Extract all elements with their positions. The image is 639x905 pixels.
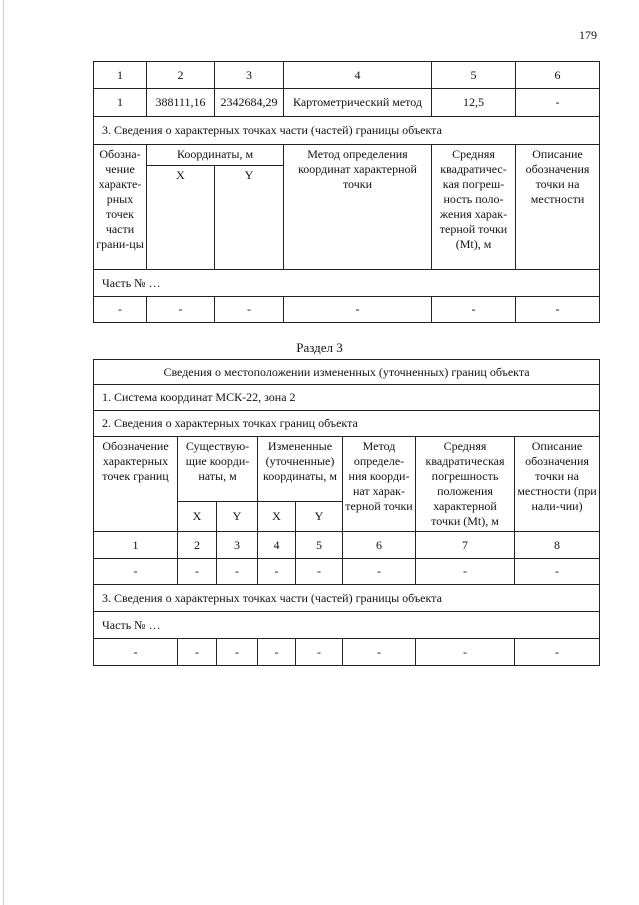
table-cell: - <box>343 559 416 585</box>
part-label: Часть № … <box>94 270 600 297</box>
part-label: Часть № … <box>94 612 600 639</box>
table-cell: - <box>215 297 284 323</box>
column-header-existing: Существую-щие коорди-наты, м <box>178 437 258 502</box>
table-cell: 2 <box>147 62 215 89</box>
table-cell: - <box>515 639 600 666</box>
column-header-x: X <box>258 502 296 532</box>
column-header-description: Описание обозначения точки на местности <box>516 145 600 270</box>
section-title: Раздел 3 <box>296 340 343 355</box>
table-cell: 1 <box>94 89 147 117</box>
table-row <box>94 585 600 612</box>
column-header-y: Y <box>217 502 258 532</box>
table-cell: 4 <box>284 62 432 89</box>
table-cell: - <box>258 559 296 585</box>
table-cell: - <box>432 297 516 323</box>
scan-edge-line <box>3 0 4 905</box>
table-cell: 2342684,29 <box>215 89 284 117</box>
points-table-part1 <box>93 61 600 323</box>
table-row <box>94 532 600 559</box>
table-cell: - <box>147 297 215 323</box>
section-heading: 3. Сведения о характерных точках части (частей) границы объекта <box>94 117 600 145</box>
table-cell: 6 <box>516 62 600 89</box>
table-cell: - <box>284 297 432 323</box>
table-row <box>94 385 600 411</box>
coordinate-system-row: 1. Система координат МСК-22, зона 2 <box>94 385 600 411</box>
table-row <box>94 145 600 166</box>
table-cell: - <box>217 639 258 666</box>
table-cell: 1 <box>94 62 147 89</box>
table-cell: 8 <box>515 532 600 559</box>
table-cell: 1 <box>94 532 178 559</box>
section-heading: 3. Сведения о характерных точках части (частей) границы объекта <box>94 585 600 612</box>
table-cell: 6 <box>343 532 416 559</box>
table-cell: - <box>515 559 600 585</box>
column-header-x: X <box>178 502 217 532</box>
table-cell: 2 <box>178 532 217 559</box>
column-header-error: Средняя квадратичес-кая погреш-ность поло-жения харак-терной точки (Mt), м <box>432 145 516 270</box>
table-cell: - <box>416 639 515 666</box>
table-cell: 3 <box>217 532 258 559</box>
table-cell: - <box>258 639 296 666</box>
table-cell: 3 <box>215 62 284 89</box>
table-cell: - <box>516 89 600 117</box>
section-heading: 2. Сведения о характерных точках границ объекта <box>94 411 600 437</box>
table-row <box>94 612 600 639</box>
table-title: Сведения о местоположении измененных (уточненных) границ объекта <box>94 360 600 385</box>
table-cell: 388111,16 <box>147 89 215 117</box>
table-cell: 4 <box>258 532 296 559</box>
table-cell: - <box>516 297 600 323</box>
table-cell: - <box>94 639 178 666</box>
table-cell: 5 <box>432 62 516 89</box>
table-row <box>94 639 600 666</box>
table-row <box>94 117 600 145</box>
table-cell: - <box>296 559 343 585</box>
table-row <box>94 559 600 585</box>
table-cell: 12,5 <box>432 89 516 117</box>
column-header-error: Средняя квадратическая погрешность положения характерной точки (Mt), м <box>416 437 515 532</box>
table-cell: - <box>217 559 258 585</box>
column-header-designation: Обозначение характерных точек границ <box>94 437 178 532</box>
column-header-method: Метод определе-ния коорди-нат харак-терной точки <box>343 437 416 532</box>
column-header-x: X <box>147 166 215 270</box>
column-header-method: Метод определения координат характерной точки <box>284 145 432 270</box>
table-cell: - <box>343 639 416 666</box>
table-row <box>94 297 600 323</box>
table-cell: - <box>178 559 217 585</box>
table-cell: Картометрический метод <box>284 89 432 117</box>
table-cell: 7 <box>416 532 515 559</box>
table-row <box>94 437 600 502</box>
column-header-designation: Обозна-чение характе-рных точек части грани-цы <box>94 145 147 270</box>
table-cell: - <box>94 297 147 323</box>
table-cell: - <box>178 639 217 666</box>
column-header-y: Y <box>296 502 343 532</box>
table-cell: 5 <box>296 532 343 559</box>
table-row <box>94 360 600 385</box>
table-cell: - <box>94 559 178 585</box>
page-number: 179 <box>579 28 597 42</box>
column-header-changed: Измененные (уточненные) координаты, м <box>258 437 343 502</box>
table-cell: - <box>416 559 515 585</box>
table-row <box>94 62 600 89</box>
table-cell: - <box>296 639 343 666</box>
table-row <box>94 89 600 117</box>
column-header-y: Y <box>215 166 284 270</box>
table-row <box>94 270 600 297</box>
column-header-description: Описание обозначения точки на местности (при нали-чии) <box>515 437 600 532</box>
column-header-coordinates: Координаты, м <box>147 145 284 166</box>
changed-borders-table <box>93 359 600 666</box>
table-row <box>94 411 600 437</box>
